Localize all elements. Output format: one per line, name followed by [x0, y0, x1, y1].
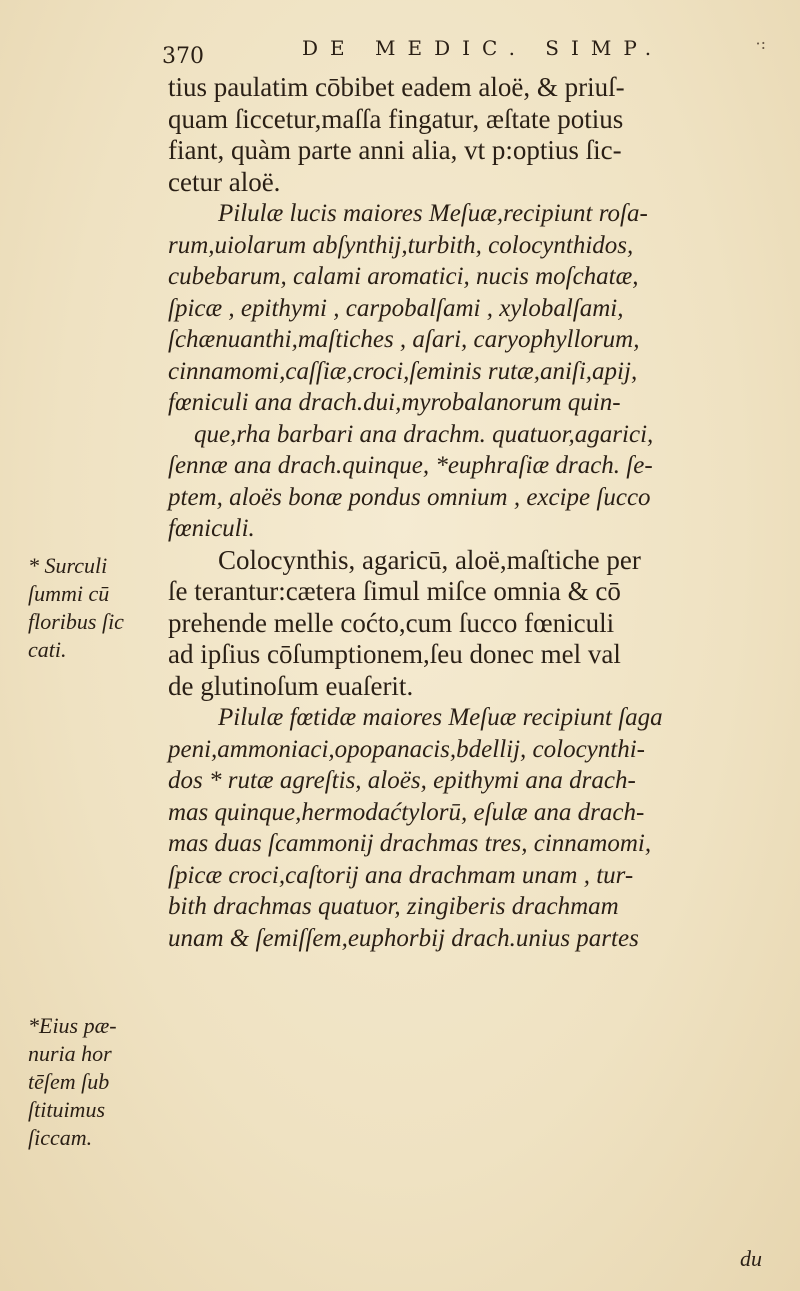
text-line: mas quinque,hermodaćtylorū, eſulæ ana drach-: [168, 798, 645, 826]
margin-note-surculi: [28, 552, 178, 664]
margin-note-line: * Surculi: [28, 553, 108, 578]
text-line: mas duas ſcammonij drachmas tres, cinnamomi,: [168, 830, 652, 857]
page-number: 370: [162, 44, 204, 69]
margin-note-line: tēſem ſub: [28, 1069, 110, 1094]
margin-note-line: cati.: [28, 637, 67, 662]
text-line: de glutinoſum euaſerit.: [168, 670, 414, 701]
text-line: cubebarum, calami aromatici, nucis moſchatæ,: [168, 263, 639, 290]
text-line: ſpicæ croci,caſtorij ana drachmam unam , tur-: [168, 861, 634, 889]
margin-note-line: floribus ſic: [28, 609, 124, 634]
margin-note-line: *Eius pæ-: [28, 1013, 117, 1038]
margin-note-line: nuria hor: [28, 1041, 112, 1066]
text-line: ad ipſius cōſumptionem,ſeu donec mel val: [168, 639, 621, 669]
text-line: cinnamomi,caſſiæ,croci,ſeminis rutæ,aniſi,apij,: [168, 357, 638, 385]
text-line: bith drachmas quatuor, zingiberis drachmam: [168, 893, 619, 920]
text-line: ſchænuanthi,maſtiches , aſari, caryophyllorum,: [168, 326, 640, 353]
text-line: cetur aloë.: [168, 166, 281, 197]
text-line: que,rha barbari ana drachm. quatuor,agarici,: [194, 420, 654, 448]
text-line: tius paulatim cōbibet eadem aloë, & priuſ-: [168, 72, 625, 102]
text-line: ſe terantur:cætera ſimul miſce omnia & cō: [168, 576, 621, 606]
paragraph-pilulae-foetidae: [168, 702, 768, 954]
paragraph-colocynthis: [168, 545, 768, 703]
text-line: Colocynthis, agaricū, aloë,maſtiche per: [218, 544, 641, 575]
margin-note-eius: [28, 1012, 178, 1152]
text-line: prehende melle coćto,cum ſucco fœniculi: [168, 607, 615, 638]
text-line: unam & ſemiſſem,euphorbij drach.unius partes: [168, 924, 639, 952]
paragraph-aloe: [168, 72, 768, 198]
corner-mark: ·:: [755, 34, 766, 53]
text-line: Pilulæ fœtidæ maiores Meſuæ recipiunt ſaga: [218, 704, 663, 731]
catchword: du: [740, 1246, 762, 1271]
margin-note-line: ſummi cū: [28, 581, 110, 606]
paragraph-pilulae-lucis: [168, 198, 768, 545]
text-line: ſpicæ , epithymi , carpobalſami , xylobalſami,: [168, 294, 624, 322]
main-text: [168, 72, 768, 954]
text-line: ſennæ ana drach.quinque, *euphraſiæ drach. ſe-: [168, 452, 653, 479]
text-line: fœniculi ana drach.dui,myrobalanorum quin-: [168, 389, 621, 416]
text-line: Pilulæ lucis maiores Meſuæ,recipiunt roſa-: [218, 200, 648, 227]
margin-note-line: ſiccam.: [28, 1125, 93, 1150]
page-header: [162, 30, 770, 70]
text-line: peni,ammoniaci,opopanacis,bdellij, colocynthi-: [168, 735, 645, 763]
text-line: rum,uiolarum abſynthij,turbith, colocynthidos,: [168, 231, 634, 259]
text-line: dos * rutæ agreſtis, aloës, epithymi ana drach-: [168, 767, 636, 794]
text-line: fiant, quàm parte anni alia, vt p:optius ſic-: [168, 135, 622, 165]
margin-note-line: ſtituimus: [28, 1097, 106, 1122]
text-line: quam ſiccetur,maſſa fingatur, æſtate potius: [168, 103, 624, 134]
text-line: fœniculi.: [168, 515, 255, 542]
running-head: DE MEDIC. SIMP.: [302, 36, 664, 60]
text-line: ptem, aloës bonæ pondus omnium , excipe ſucco: [168, 483, 651, 511]
